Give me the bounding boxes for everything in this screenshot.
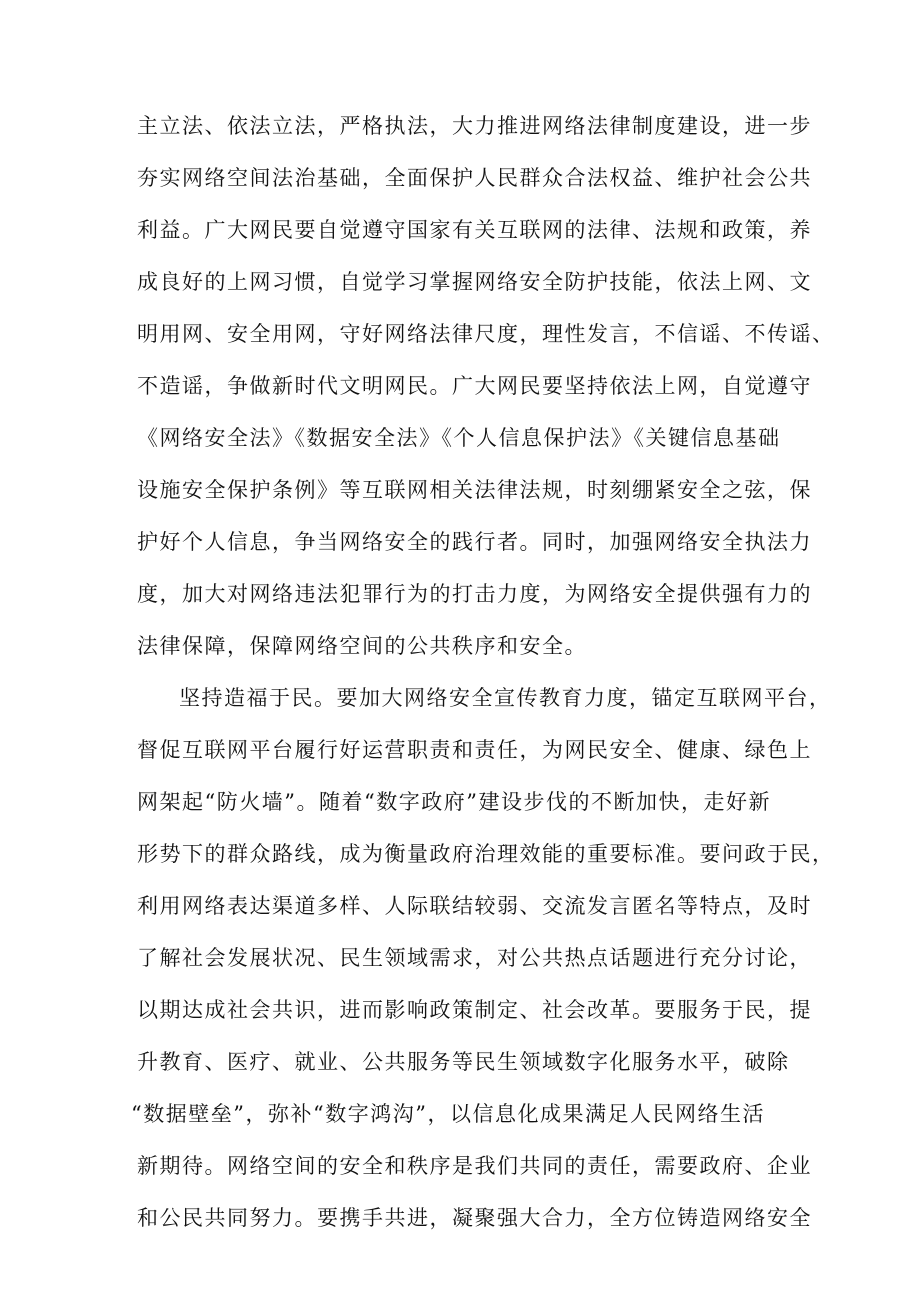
paragraph-1-line-7: 《网络安全法》《数据安全法》《个人信息保护法》《关键信息基础 [137,426,781,450]
paragraph-2-line-7: 以期达成社会共识，进而影响政策制定、社会改革。要服务于民，提 [137,998,812,1022]
paragraph-2-line-6: 了解社会发展状况、民生领域需求，对公共热点话题进行充分讨论， [137,946,812,970]
paragraph-2-line-5: 利用网络表达渠道多样、人际联结较弱、交流发言匿名等特点，及时 [137,894,812,918]
paragraph-2-line-4: 形势下的群众路线，成为衡量政府治理效能的重要标准。要问政于民， [137,842,835,866]
paragraph-1-line-9: 护好个人信息，争当网络安全的践行者。同时，加强网络安全执法力 [137,530,812,554]
paragraph-1-line-8: 设施安全保护条例》等互联网相关法律法规，时刻绷紧安全之弦，保 [137,478,812,502]
paragraph-1-line-4: 成良好的上网习惯，自觉学习掌握网络安全防护技能，依法上网、文 [137,270,812,294]
paragraph-1-line-3: 利益。广大网民要自觉遵守国家有关互联网的法律、法规和政策，养 [137,218,812,242]
paragraph-2-line-9: “数据壁垒”，弥补“数字鸿沟”，以信息化成果满足人民网络生活 [131,1102,765,1126]
paragraph-1-line-11: 法律保障，保障网络空间的公共秩序和安全。 [137,634,587,658]
paragraph-2-line-10: 新期待。网络空间的安全和秩序是我们共同的责任，需要政府、企业 [137,1154,812,1178]
paragraph-2-line-11: 和公民共同努力。要携手共进，凝聚强大合力，全方位铸造网络安全 [137,1206,812,1230]
paragraph-1-line-10: 度，加大对网络违法犯罪行为的打击力度，为网络安全提供强有力的 [137,582,812,606]
paragraph-2-line-1: 坚持造福于民。要加大网络安全宣传教育力度，锚定互联网平台， [179,686,832,710]
paragraph-1-line-1: 主立法、依法立法，严格执法，大力推进网络法律制度建设，进一步 [137,114,812,138]
paragraph-1-line-2: 夯实网络空间法治基础，全面保护人民群众合法权益、维护社会公共 [137,166,812,190]
paragraph-1-line-5: 明用网、安全用网，守好网络法律尺度，理性发言，不信谣、不传谣、 [137,322,835,346]
paragraph-1-line-6: 不造谣，争做新时代文明网民。广大网民要坚持依法上网，自觉遵守 [137,374,812,398]
paragraph-2-line-8: 升教育、医疗、就业、公共服务等民生领域数字化服务水平，破除 [137,1050,790,1074]
paragraph-2-line-2: 督促互联网平台履行好运营职责和责任，为网民安全、健康、绿色上 [137,738,812,762]
paragraph-2-line-3: 网架起“防火墙”。随着“数字政府”建设步伐的不断加快，走好新 [137,790,771,814]
